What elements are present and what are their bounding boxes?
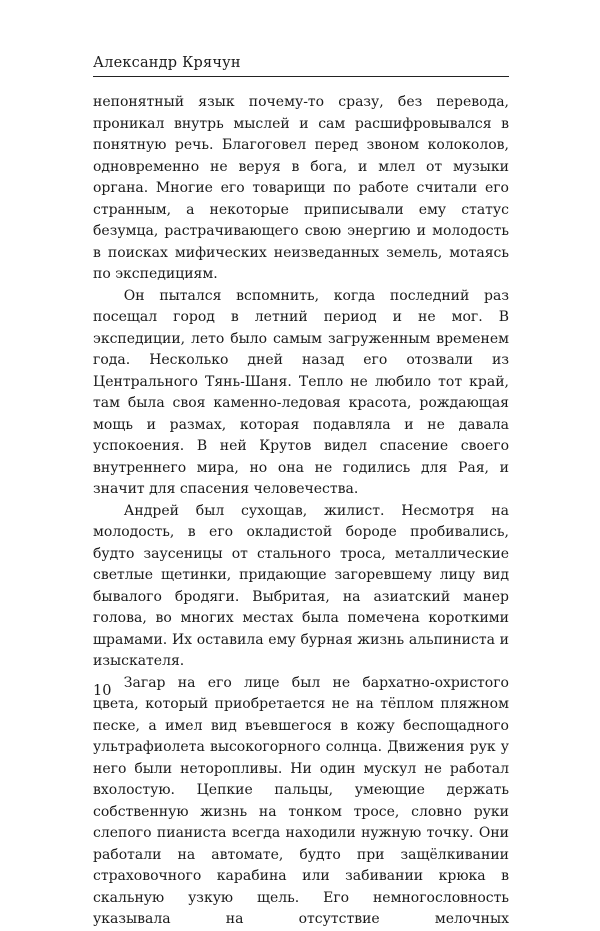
- paragraph-4: Загар на его лице был не бархатно-охристого цвета, который приобретается не на тёплом пляжном песке, а имел вид въевшегося в кожу беспощадного ультрафиолета высокогорного солнца. Движения рук у него были неторопливы. Ни один мускул не работал вхолостую. Цепкие пальцы, умеющие держать собственную жизнь на тонком тросе, словно руки слепого пианиста всегда находили нужную точку. Они работали на автомате, будто при защёлкивании страховочного карабина или забивании крюка в скальную узкую щель. Его немногословность указывала на отсутствие мелочных: [93, 674, 509, 927]
- body-text: [93, 92, 509, 931]
- running-header-author: Александр Крячун: [93, 55, 241, 71]
- page-number: 10: [93, 683, 112, 699]
- paragraph-2: Он пытался вспомнить, когда последний раз посещал город в летний период и не мог. В экспедиции, лето было самым загруженным временем года. Несколько дней назад его отозвали из Центрального Тянь-Шаня. Тепло не любило тот край, там была своя каменно-ледовая красота, рождающая мощь и размах, которая подавляла и не давала успокоения. В ней Крутов видел спасение своего внутреннего мира, но она не годились для Рая, и значит для спасения человечества.: [93, 287, 509, 497]
- header-divider: [93, 76, 509, 77]
- paragraph-1: непонятный язык почему-то сразу, без перевода, проникал внутрь мыслей и сам расшифровывался в понятную речь. Благоговел перед звоном колоколов, одновременно не веруя в бога, и млел от музыки органа. Многие его товарищи по работе считали его странным, а некоторые приписывали ему статус безумца, растрачивающего свою энергию и молодость в поисках мифических неизведанных земель, мотаясь по экспедициям.: [93, 94, 509, 282]
- paragraph-3: Андрей был сухощав, жилист. Несмотря на молодость, в его окладистой бороде пробивались, будто заусеницы от стального троса, металлические светлые щетинки, придающие загоревшему лицу вид бывалого бродяги. Выбритая, на азиатский манер голова, во многих местах была помечена короткими шрамами. Их оставила ему бурная жизнь альпиниста и изыскателя.: [93, 502, 509, 669]
